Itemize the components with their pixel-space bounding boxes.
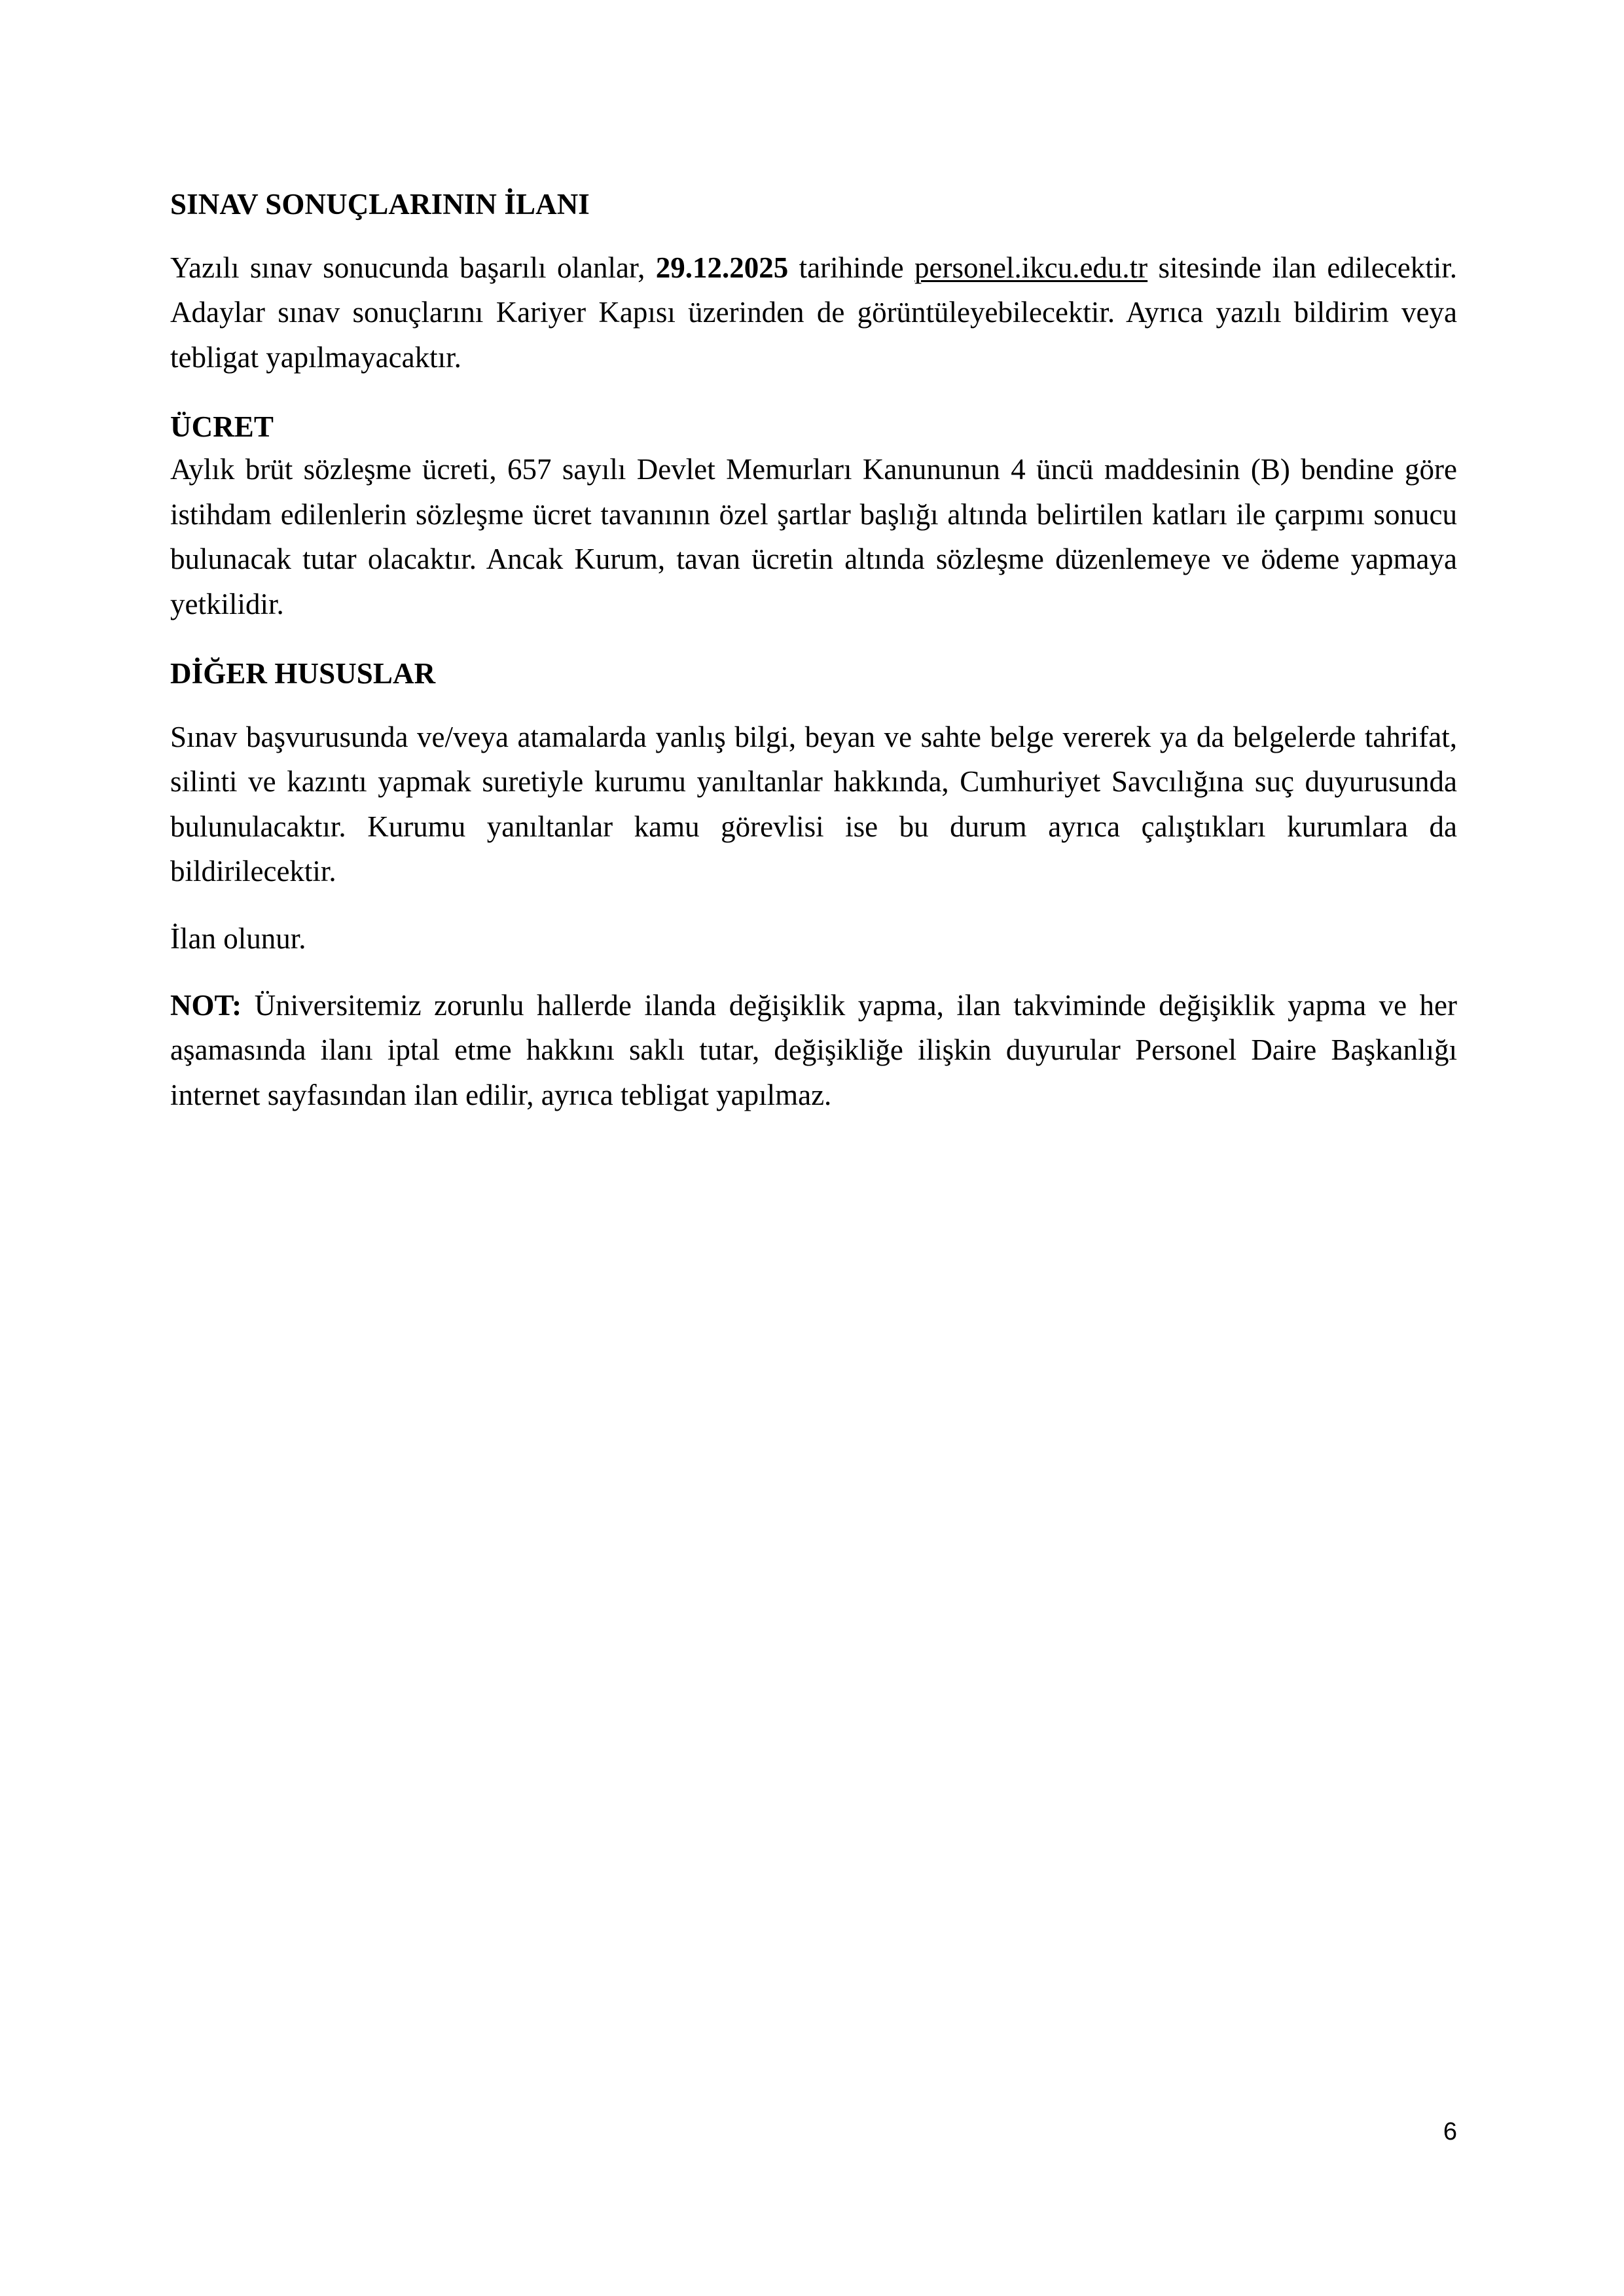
paragraph-text-after-url: sitesinde ilan edilecektir. Adaylar sınav sonuçlarını Kariyer Kapısı üzerinden de görüntüleyebilecektir. Ayrıca yazılı bildirim veya tebligat yapılmayacaktır. bbox=[170, 251, 1457, 374]
paragraph-text-between: tarihinde bbox=[788, 251, 915, 285]
paragraph-diger-hususlar: Sınav başvurusunda ve/veya atamalarda yanlış bilgi, beyan ve sahte belge vererek ya da belgelerde tahrifat, silinti ve kazıntı yapmak suretiyle kurumu yanıltanlar hakkında, Cumhuriyet Savcılığına suç duyurusunda bulunulacaktır. Kurumu yanıltanlar kamu görevlisi ise bu durum ayrıca çalıştıkları kurumlara da bildirilecektir. bbox=[170, 721, 1457, 888]
personnel-website-link[interactable]: personel.ikcu.edu.tr bbox=[914, 251, 1148, 285]
note-paragraph bbox=[170, 983, 1457, 1117]
note-body: Üniversitemiz zorunlu hallerde ilanda değişiklik yapma, ilan takviminde değişiklik yapma ve her aşamasında ilanı iptal etme hakkını saklı tutar, değişikliğe ilişkin duyurular Personel Daire Başkanlığı internet sayfasından ilan edilir, ayrıca tebligat yapılmaz. bbox=[170, 988, 1457, 1111]
document-content bbox=[170, 187, 1457, 1117]
heading-diger-hususlar: DİĞER HUSUSLAR bbox=[170, 656, 436, 690]
paragraph-ucret: Aylık brüt sözleşme ücreti, 657 sayılı Devlet Memurları Kanununun 4 üncü maddesinin (B) bendine göre istihdam edilenlerin sözleşme ücret tavanının özel şartlar başlığı altında belirtilen katları ile çarpımı sonucu bulunacak tutar olacaktır. Ancak Kurum, tavan ücretin altında sözleşme düzenlemeye ve ödeme yapmaya yetkilidir. bbox=[170, 453, 1457, 620]
page-number: 6 bbox=[1443, 2118, 1457, 2145]
note-label: NOT: bbox=[170, 988, 242, 1022]
heading-sinav-sonuclarinin-ilani: SINAV SONUÇLARININ İLANI bbox=[170, 188, 590, 221]
paragraph-text-before-date: Yazılı sınav sonucunda başarılı olanlar, bbox=[170, 251, 656, 285]
paragraph-sinav-sonuclari bbox=[170, 245, 1457, 380]
exam-result-date: 29.12.2025 bbox=[655, 251, 789, 285]
closing-announcement: İlan olunur. bbox=[170, 922, 306, 955]
heading-ucret: ÜCRET bbox=[170, 410, 274, 444]
